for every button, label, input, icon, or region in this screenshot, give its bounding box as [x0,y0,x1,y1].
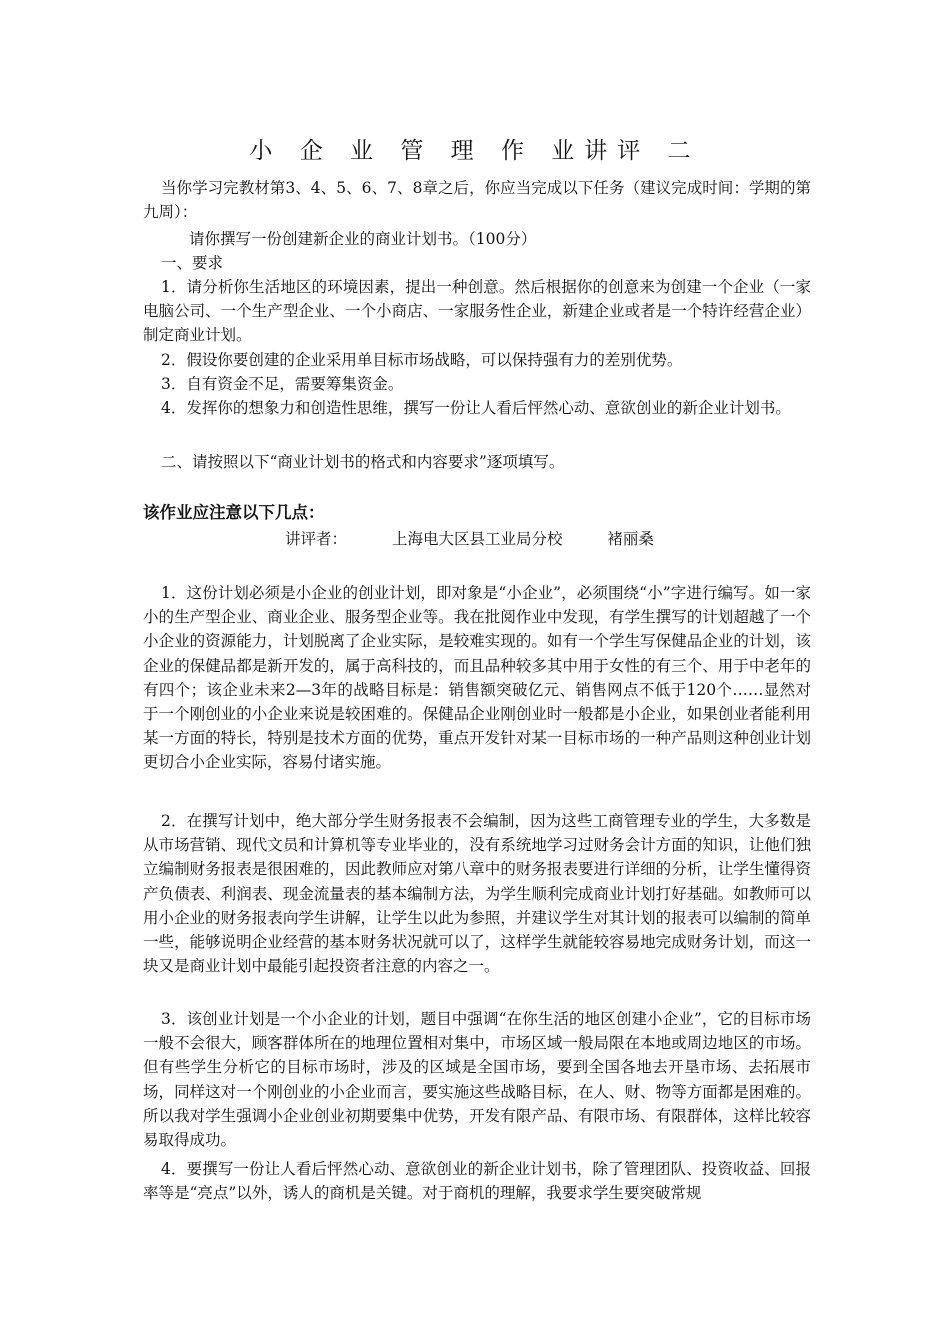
reviewer-label: 讲评者： [285,530,348,548]
note-point: 2．在撰写计划中，绝大部分学生财务报表不会编制，因为这些工商管理专业的学生，大多数是从市场营销、现代文员和计算机等专业毕业的，没有系统地学习过财务会计方面的知识，让他们独立编制财务报表是很困难的，因此教师应对第八章中的财务报表要进行详细的分析，让学生懂得资产负债表、利润表、现金流量表的基本编制方法，为学生顺利完成商业计划打好基础。如教师可以用小企业的财务报表向学生讲解，让学生以此为参照，并建议学生对其计划的报表可以编制的简单一些，能够说明企业经营的基本财务状况就可以了，这样学生就能较容易地完成财务计划，而这一块又是商业计划中最能引起投资者注意的内容之一。 [143,812,811,976]
requirement-item: 3．自有资金不足，需要筹集资金。 [161,375,404,393]
note-point: 4．要撰写一份让人看后怦然心动、意欲创业的新企业计划书，除了管理团队、投资收益、回报率等是“亮点”以外，诱人的商机是关键。对于商机的理解，我要求学生要突破常规 [143,1160,811,1203]
requirement-item: 2．假设你要创建的企业采用单目标市场战略，可以保持强有力的差别优势。 [161,351,683,369]
requirement-item: 4．发挥你的想象力和创造性思维，撰写一份让人看后怦然心动、意欲创业的新企业计划书。 [161,399,791,417]
note-point: 3．该创业计划是一个小企业的计划，题目中强调“在你生活的地区创建小企业”，它的目标市场一般不会很大，顾客群体所在的地理位置相对集中，市场区域一般局限在本地或周边地区的市场。但有些学生分析它的目标市场时，涉及的区域是全国市场，要到全国各地去开垦市场、去拓展市场，同样这对一个刚创业的小企业而言，要实施这些战略目标，在人、财、物等方面都是困难的。所以我对学生强调小企业创业初期要集中优势，开发有限产品、有限市场、有限群体，这样比较容易取得成功。 [143,1010,811,1150]
reviewer-line [285,527,654,551]
requirement-item: 1．请分析你生活地区的环境因素，提出一种创意。然后根据你的创意来为创建一个企业（一家电脑公司、一个生产型企业、一个小商店、一家服务性企业，新建企业或者是一个特许经营企业）制定商业计划。 [143,278,811,345]
reviewer-org: 上海电大区县工业局分校 [391,530,563,548]
task-statement: 请你撰写一份创建新企业的商业计划书。（100分） [189,230,537,248]
note-point: 1．这份计划必须是小企业的创业计划，即对象是“小企业”，必须围绕“小”字进行编写。如一家小的生产型企业、商业企业、服务型企业等。我在批阅作业中发现，有学生撰写的计划超越了一个小企业的资源能力，计划脱离了企业实际，是较难实现的。如有一个学生写保健品企业的计划，该企业的保健品都是新开发的，属于高科技的，而且品种较多其中用于女性的有三个、用于中老年的有四个；该企业未来2—3年的战略目标是：销售额突破亿元、销售网点不低于120个……显然对于一个刚创业的小企业来说是较困难的。保健品企业刚创业时一般都是小企业，如果创业者能利用某一方面的特长，特别是技术方面的优势，重点开发针对某一目标市场的一种产品则这种创业计划更切合小企业实际，容易付诸实施。 [143,584,811,772]
requirements-heading: 一、要求 [161,254,224,272]
reviewer-name: 褚丽桑 [607,530,654,548]
intro-paragraph: 当你学习完教材第3、4、5、6、7、8章之后，你应当完成以下任务（建议完成时间：学期的第九周）： [143,179,811,222]
notes-heading: 该作业应注意以下几点： [143,503,325,522]
page-title: 小 企 业 管 理 作 业讲评 二 [249,138,701,164]
section-two-heading: 二、请按照以下“商业计划书的格式和内容要求”逐项填写。 [161,453,565,471]
